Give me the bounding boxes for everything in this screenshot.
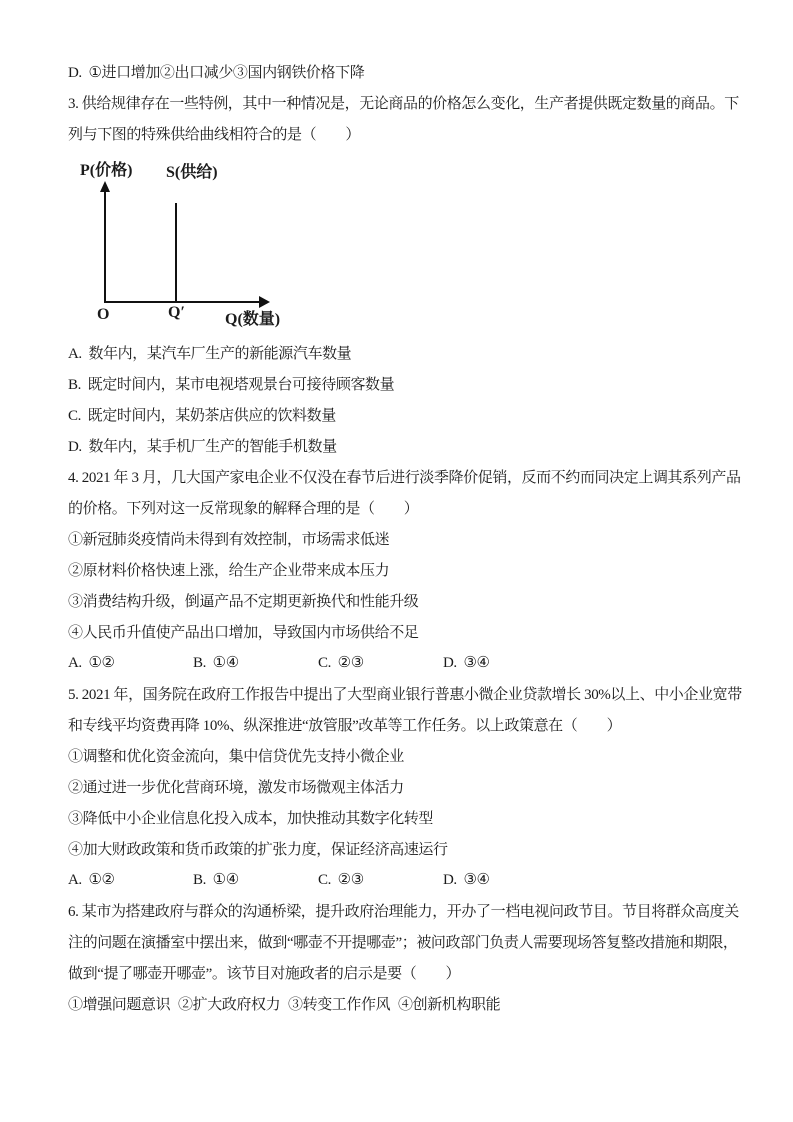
q5-item-3: ③降低中小企业信息化投入成本，加快推动其数字化转型	[68, 811, 434, 827]
q6-item-3: ③转变工作作风	[288, 997, 391, 1013]
origin-label: O	[97, 306, 110, 323]
q6-item-2: ②扩大政府权力	[178, 997, 281, 1013]
q3-option-b: B. 既定时间内，某市电视塔观景台可接待顾客数量	[68, 377, 395, 393]
prev-question-option-d: D. ①进口增加②出口减少③国内钢铁价格下降	[68, 65, 365, 81]
q3-option-a: A. 数年内，某汽车厂生产的新能源汽车数量	[68, 346, 352, 362]
q4-item-4: ④人民币升值使产品出口增加，导致国内市场供给不足	[68, 625, 419, 641]
q4-answer-b: B. ①④	[193, 655, 239, 671]
supply-curve-line	[175, 203, 177, 303]
q6-item-1: ①增强问题意识	[68, 997, 171, 1013]
q5-answer-a: A. ①②	[68, 872, 115, 888]
q3-option-d: D. 数年内，某手机厂生产的智能手机数量	[68, 439, 337, 455]
q5-answer-b: B. ①④	[193, 872, 239, 888]
q-prime-label: Q′	[168, 304, 185, 321]
q4-item-1: ①新冠肺炎疫情尚未得到有效控制，市场需求低迷	[68, 532, 390, 548]
y-axis-line	[104, 191, 106, 302]
q3-stem-line2: 列与下图的特殊供给曲线相符合的是（ ）	[68, 127, 361, 143]
supply-curve-label: S(供给)	[166, 164, 218, 181]
q5-item-4: ④加大财政政策和货币政策的扩张力度，保证经济高速运行	[68, 842, 448, 858]
q6-stem-line3: 做到“提了哪壶开哪壶”。该节目对施政者的启示是要（ ）	[68, 966, 461, 982]
q4-item-2: ②原材料价格快速上涨，给生产企业带来成本压力	[68, 563, 390, 579]
q5-answer-row	[68, 864, 725, 895]
q4-answer-c: C. ②③	[318, 655, 364, 671]
q4-answer-d: D. ③④	[443, 655, 490, 671]
q6-item-row	[68, 988, 725, 1019]
q3-stem-line1: 3. 供给规律存在一些特例，其中一种情况是，无论商品的价格怎么变化，生产者提供既定数量的商品。下	[68, 96, 739, 112]
q5-item-1: ①调整和优化资金流向，集中信贷优先支持小微企业	[68, 749, 404, 765]
q4-item-3: ③消费结构升级，倒逼产品不定期更新换代和性能升级	[68, 594, 419, 610]
q4-stem-line1: 4. 2021 年 3 月，几大国产家电企业不仅没在春节后进行淡季降价促销，反而不约而同决定上调其系列产品	[68, 470, 741, 486]
y-axis-label: P(价格)	[80, 162, 133, 179]
x-axis-label: Q(数量)	[225, 311, 281, 328]
q4-answer-a: A. ①②	[68, 655, 115, 671]
q5-stem-line1: 5. 2021 年，国务院在政府工作报告中提出了大型商业银行普惠小微企业贷款增长 30%以上、中小企业宽带	[68, 687, 742, 703]
q5-stem-line2: 和专线平均资费再降 10%、纵深推进“放管服”改革等工作任务。以上政策意在（ ）	[68, 718, 622, 734]
q4-stem-line2: 的价格。下列对这一反常现象的解释合理的是（ ）	[68, 501, 419, 517]
q6-stem-line1: 6. 某市为搭建政府与群众的沟通桥梁，提升政府治理能力，开办了一档电视问政节目。节目将群众高度关	[68, 904, 739, 920]
q5-answer-c: C. ②③	[318, 872, 364, 888]
q6-stem-line2: 注的问题在演播室中摆出来，做到“哪壶不开提哪壶”；被问政部门负责人需要现场答复整改措施和期限，	[68, 935, 738, 951]
q6-item-4: ④创新机构职能	[398, 997, 501, 1013]
q3-option-c: C. 既定时间内，某奶茶店供应的饮料数量	[68, 408, 336, 424]
q5-item-2: ②通过进一步优化营商环境，激发市场微观主体活力	[68, 780, 404, 796]
q4-answer-row	[68, 647, 725, 678]
x-axis-line	[104, 301, 260, 303]
q5-answer-d: D. ③④	[443, 872, 490, 888]
supply-curve-diagram	[68, 149, 725, 337]
